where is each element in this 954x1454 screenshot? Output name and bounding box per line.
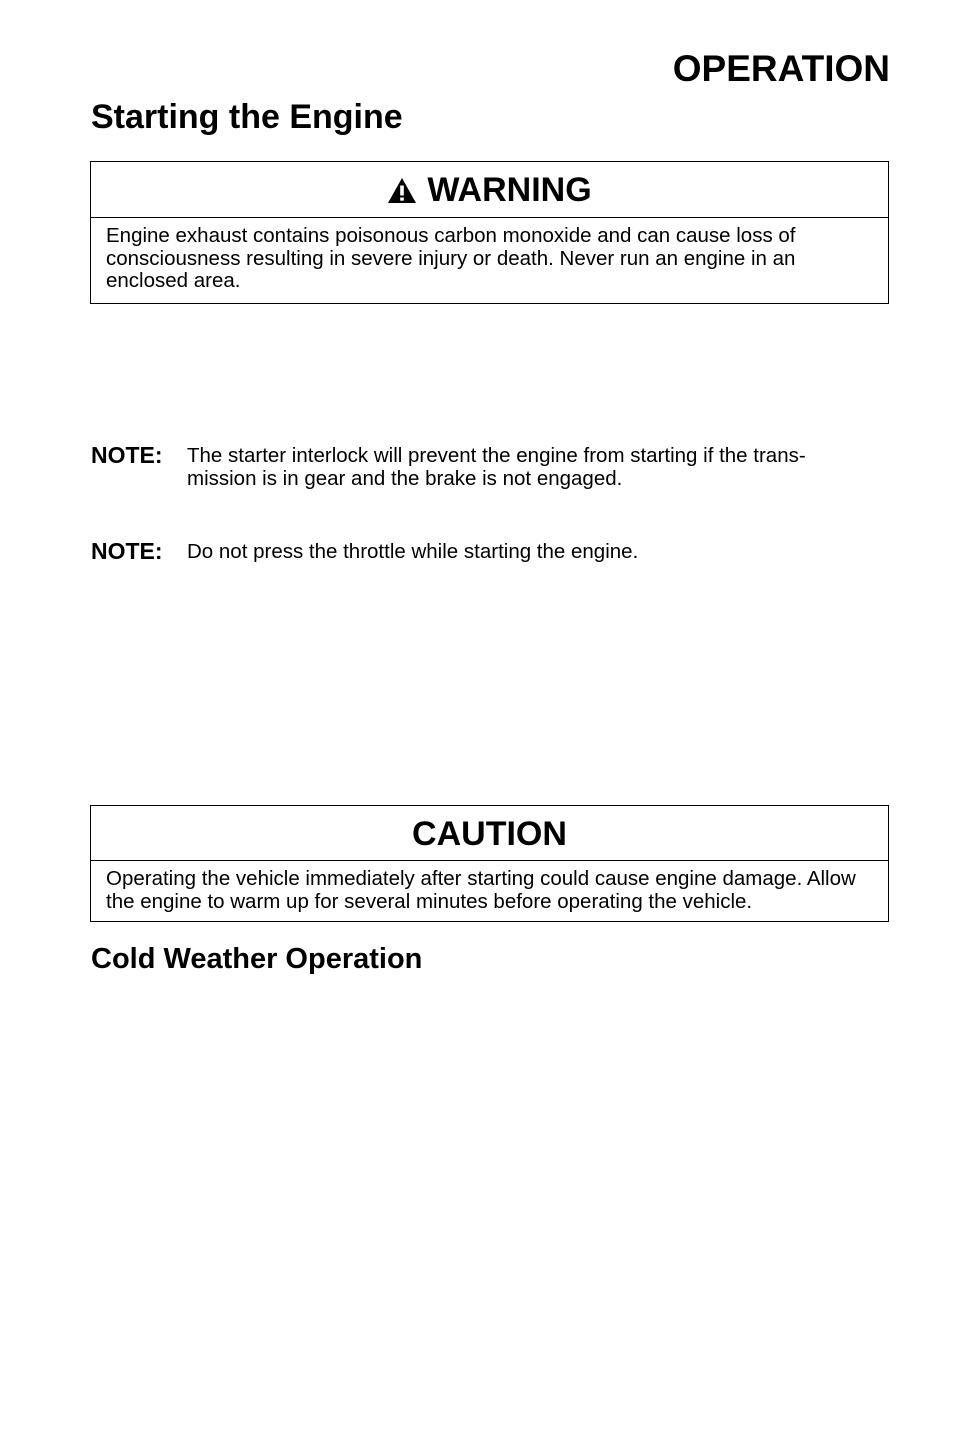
caution-body: Operating the vehicle immediately after starting could cause engine damage. Allow the engine to warm up for several minutes before operating the vehicle. [106, 867, 856, 913]
note-throttle [91, 540, 891, 563]
note-text: Do not press the throttle while starting the engine. [187, 540, 639, 563]
note-text: The starter interlock will prevent the engine from starting if the trans-mission is in gear and the brake is not engaged. [187, 444, 806, 490]
heading-starting-engine: Starting the Engine [91, 98, 403, 136]
caution-box [90, 805, 889, 922]
warning-triangle-icon [387, 177, 417, 204]
warning-title: WARNING [427, 171, 592, 209]
warning-title-bar [91, 162, 888, 218]
warning-body: Engine exhaust contains poisonous carbon monoxide and can cause loss of consciousness resulting in severe injury or death. Never run an engine in an enclosed area. [106, 224, 796, 292]
section-header: OPERATION [672, 48, 890, 89]
note-label: NOTE: [91, 538, 163, 564]
note-starter-interlock [91, 444, 891, 490]
heading-cold-weather: Cold Weather Operation [91, 943, 423, 975]
caution-title-bar [91, 806, 888, 861]
warning-box [90, 161, 889, 304]
caution-title: CAUTION [412, 814, 567, 853]
note-label: NOTE: [91, 442, 163, 468]
